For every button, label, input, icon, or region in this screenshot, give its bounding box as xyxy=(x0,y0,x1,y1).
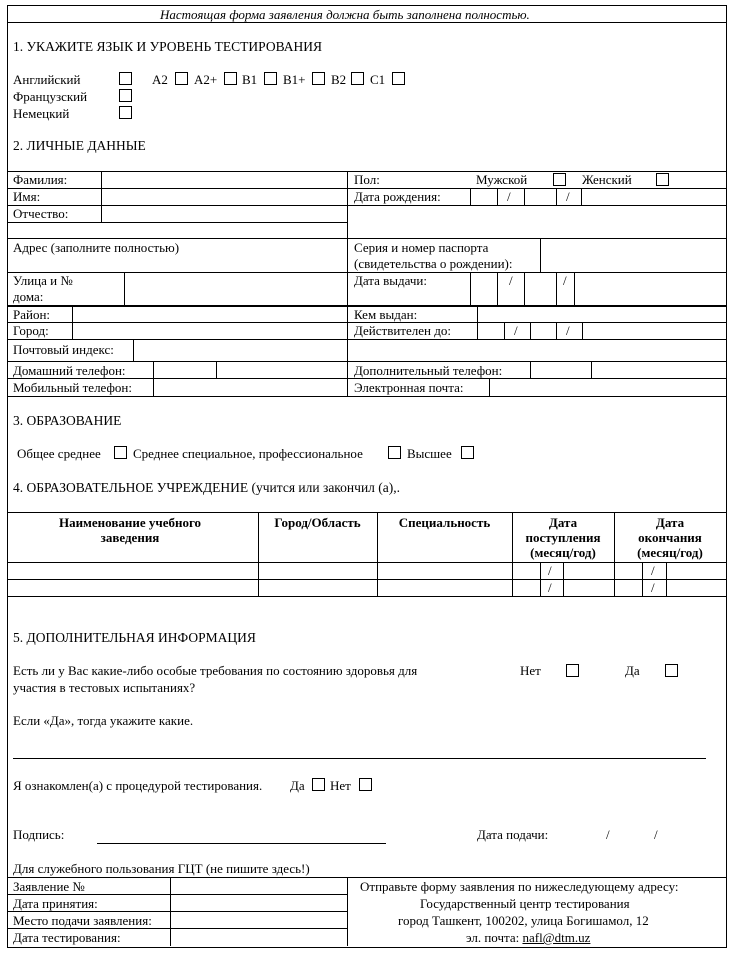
district-label: Район: xyxy=(13,307,51,322)
grid-line xyxy=(153,361,154,396)
grid-line xyxy=(7,396,726,397)
valid-until-label: Действителен до: xyxy=(354,323,451,338)
date-slash: / xyxy=(606,827,610,842)
health-yes-label: Да xyxy=(625,663,640,678)
street-label-line1: Улица и № xyxy=(13,273,73,288)
french-checkbox[interactable] xyxy=(119,89,132,102)
date-slash: / xyxy=(651,563,655,578)
section-3-title: 3. ОБРАЗОВАНИЕ xyxy=(13,413,122,428)
surname-label: Фамилия: xyxy=(13,172,68,187)
mailing-address: город Ташкент, 100202, улица Богишамол, 12 xyxy=(398,913,649,928)
level-b2-label: B2 xyxy=(331,72,347,87)
language-german-label: Немецкий xyxy=(13,106,70,121)
health-no-label: Нет xyxy=(520,663,541,678)
female-label: Женский xyxy=(582,172,632,187)
grid-line xyxy=(7,361,726,362)
grid-line xyxy=(574,272,575,305)
grid-line xyxy=(666,562,667,596)
level-a2plus-label: A2+ xyxy=(194,72,218,87)
education-general-label: Общее среднее xyxy=(17,446,101,461)
office-application-number-label: Заявление № xyxy=(13,879,85,894)
extra-phone-label: Дополнительный телефон: xyxy=(354,363,503,378)
grid-line xyxy=(477,322,478,339)
mailing-instruction: Отправьте форму заявления по нижеследующему адресу: xyxy=(360,879,679,894)
grid-line xyxy=(72,305,73,339)
grid-line xyxy=(7,238,726,239)
submit-date-label: Дата подачи: xyxy=(477,827,549,842)
male-label: Мужской xyxy=(476,172,528,187)
level-a2-label: A2 xyxy=(152,72,168,87)
passport-label-line1: Серия и номер паспорта xyxy=(354,240,489,255)
issue-date-label: Дата выдачи: xyxy=(354,273,428,288)
english-checkbox[interactable] xyxy=(119,72,132,85)
date-slash: / xyxy=(509,273,513,288)
grid-line xyxy=(7,512,726,513)
date-slash: / xyxy=(563,273,567,288)
health-yes-checkbox[interactable] xyxy=(665,664,678,677)
date-slash: / xyxy=(548,563,552,578)
education-higher-label: Высшее xyxy=(407,446,452,461)
grid-line xyxy=(497,188,498,205)
grid-line xyxy=(540,238,541,272)
birth-date-label: Дата рождения: xyxy=(354,189,441,204)
education-higher-checkbox[interactable] xyxy=(461,446,474,459)
level-a2plus-checkbox[interactable] xyxy=(224,72,237,85)
patronymic-label: Отчество: xyxy=(13,206,69,221)
grid-line xyxy=(524,188,525,205)
section-1-title: 1. УКАЖИТЕ ЯЗЫК И УРОВЕНЬ ТЕСТИРОВАНИЯ xyxy=(13,39,322,54)
grid-line xyxy=(614,512,615,596)
grid-line xyxy=(642,562,643,596)
date-slash: / xyxy=(651,580,655,595)
email-label: Электронная почта: xyxy=(354,380,464,395)
column-header-start-date: Дата поступления (месяц/год) xyxy=(525,515,601,560)
column-header-specialty: Специальность xyxy=(398,515,491,530)
grid-line xyxy=(470,272,471,305)
grid-line xyxy=(530,361,531,378)
signature-label: Подпись: xyxy=(13,827,65,842)
office-use-title: Для служебного пользования ГЦТ (не пишите здесь!) xyxy=(13,861,310,876)
street-label-line2: дома: xyxy=(13,289,44,304)
date-slash: / xyxy=(507,189,511,204)
grid-line xyxy=(512,512,513,596)
mailing-organization: Государственный центр тестирования xyxy=(420,896,630,911)
health-question-line1: Есть ли у Вас какие-либо особые требования по состоянию здоровья для xyxy=(13,663,418,678)
postal-code-label: Почтовый индекс: xyxy=(13,342,114,357)
grid-line xyxy=(591,361,592,378)
acknowledge-label: Я ознакомлен(а) с процедурой тестирования. xyxy=(13,778,263,793)
date-slash: / xyxy=(566,323,570,338)
grid-line xyxy=(556,322,557,339)
male-checkbox[interactable] xyxy=(553,173,566,186)
city-label: Город: xyxy=(13,323,49,338)
education-general-checkbox[interactable] xyxy=(114,446,127,459)
gender-label: Пол: xyxy=(354,172,380,187)
section-4-title: 4. ОБРАЗОВАТЕЛЬНОЕ УЧРЕЖДЕНИЕ (учится или закончил (а),. xyxy=(13,480,401,495)
date-slash: / xyxy=(654,827,658,842)
issued-by-label: Кем выдан: xyxy=(354,307,418,322)
grid-line xyxy=(7,596,726,597)
column-header-institution: Наименование учебного заведения xyxy=(58,515,202,545)
education-special-label: Среднее специальное, профессиональное xyxy=(133,446,363,461)
mailing-email-label: эл. почта: xyxy=(466,930,520,945)
female-checkbox[interactable] xyxy=(656,173,669,186)
grid-line xyxy=(556,272,557,305)
health-question-line2: участия в тестовых испытаниях? xyxy=(13,680,196,695)
requirements-input-line[interactable] xyxy=(13,758,706,759)
name-label: Имя: xyxy=(13,189,41,204)
grid-line xyxy=(347,171,348,396)
acknowledge-yes-checkbox[interactable] xyxy=(312,778,325,791)
level-a2-checkbox[interactable] xyxy=(175,72,188,85)
grid-line xyxy=(7,222,347,223)
column-header-city: Город/Область xyxy=(274,515,361,530)
office-acceptance-date-label: Дата принятия: xyxy=(13,896,98,911)
language-english-label: Английский xyxy=(13,72,81,87)
mailing-email-link[interactable]: nafl@dtm.uz xyxy=(522,930,591,945)
grid-line xyxy=(581,188,582,205)
grid-line xyxy=(556,188,557,205)
passport-label-line2: (свидетельства о рождении): xyxy=(354,256,513,271)
german-checkbox[interactable] xyxy=(119,106,132,119)
grid-line xyxy=(540,562,541,596)
level-b1-checkbox[interactable] xyxy=(264,72,277,85)
date-slash: / xyxy=(514,323,518,338)
grid-line xyxy=(216,361,217,378)
level-c1-label: C1 xyxy=(370,72,386,87)
grid-line xyxy=(7,205,726,206)
acknowledge-no-label: Нет xyxy=(330,778,351,793)
grid-line xyxy=(563,562,564,596)
date-slash: / xyxy=(548,580,552,595)
grid-line xyxy=(477,305,478,322)
office-submission-place-label: Место подачи заявления: xyxy=(13,913,152,928)
form-banner: Настоящая форма заявления должна быть заполнена полностью. xyxy=(160,7,530,22)
grid-line xyxy=(133,339,134,361)
grid-line xyxy=(101,171,102,222)
grid-line xyxy=(470,188,471,205)
grid-line xyxy=(524,272,525,305)
grid-line xyxy=(7,562,726,563)
date-slash: / xyxy=(566,189,570,204)
mobile-phone-label: Мобильный телефон: xyxy=(13,380,132,395)
grid-line xyxy=(7,579,726,580)
grid-line xyxy=(489,378,490,396)
office-testing-date-label: Дата тестирования: xyxy=(13,930,121,945)
language-french-label: Французский xyxy=(13,89,88,104)
grid-line xyxy=(347,877,348,946)
divider xyxy=(7,22,726,23)
level-b1plus-label: B1+ xyxy=(283,72,306,87)
health-no-checkbox[interactable] xyxy=(566,664,579,677)
level-b1plus-checkbox[interactable] xyxy=(312,72,325,85)
section-5-title: 5. ДОПОЛНИТЕЛЬНАЯ ИНФОРМАЦИЯ xyxy=(13,630,256,645)
grid-line xyxy=(7,877,726,878)
acknowledge-no-checkbox[interactable] xyxy=(359,778,372,791)
level-b2-checkbox[interactable] xyxy=(351,72,364,85)
section-2-title: 2. ЛИЧНЫЕ ДАННЫЕ xyxy=(13,138,146,153)
home-phone-label: Домашний телефон: xyxy=(13,363,126,378)
grid-line xyxy=(530,322,531,339)
grid-line xyxy=(7,339,726,340)
signature-input-line[interactable] xyxy=(97,843,386,844)
grid-line xyxy=(124,272,125,305)
acknowledge-yes-label: Да xyxy=(290,778,305,793)
grid-line xyxy=(582,322,583,339)
column-header-end-date: Дата окончания (месяц/год) xyxy=(637,515,703,560)
level-c1-checkbox[interactable] xyxy=(392,72,405,85)
address-label: Адрес (заполните полностью) xyxy=(13,240,180,255)
level-b1-label: B1 xyxy=(242,72,258,87)
grid-line xyxy=(504,322,505,339)
grid-line xyxy=(497,272,498,305)
grid-line xyxy=(170,877,171,946)
if-yes-label: Если «Да», тогда укажите какие. xyxy=(13,713,194,728)
education-special-checkbox[interactable] xyxy=(388,446,401,459)
mailing-email-line xyxy=(466,930,590,946)
